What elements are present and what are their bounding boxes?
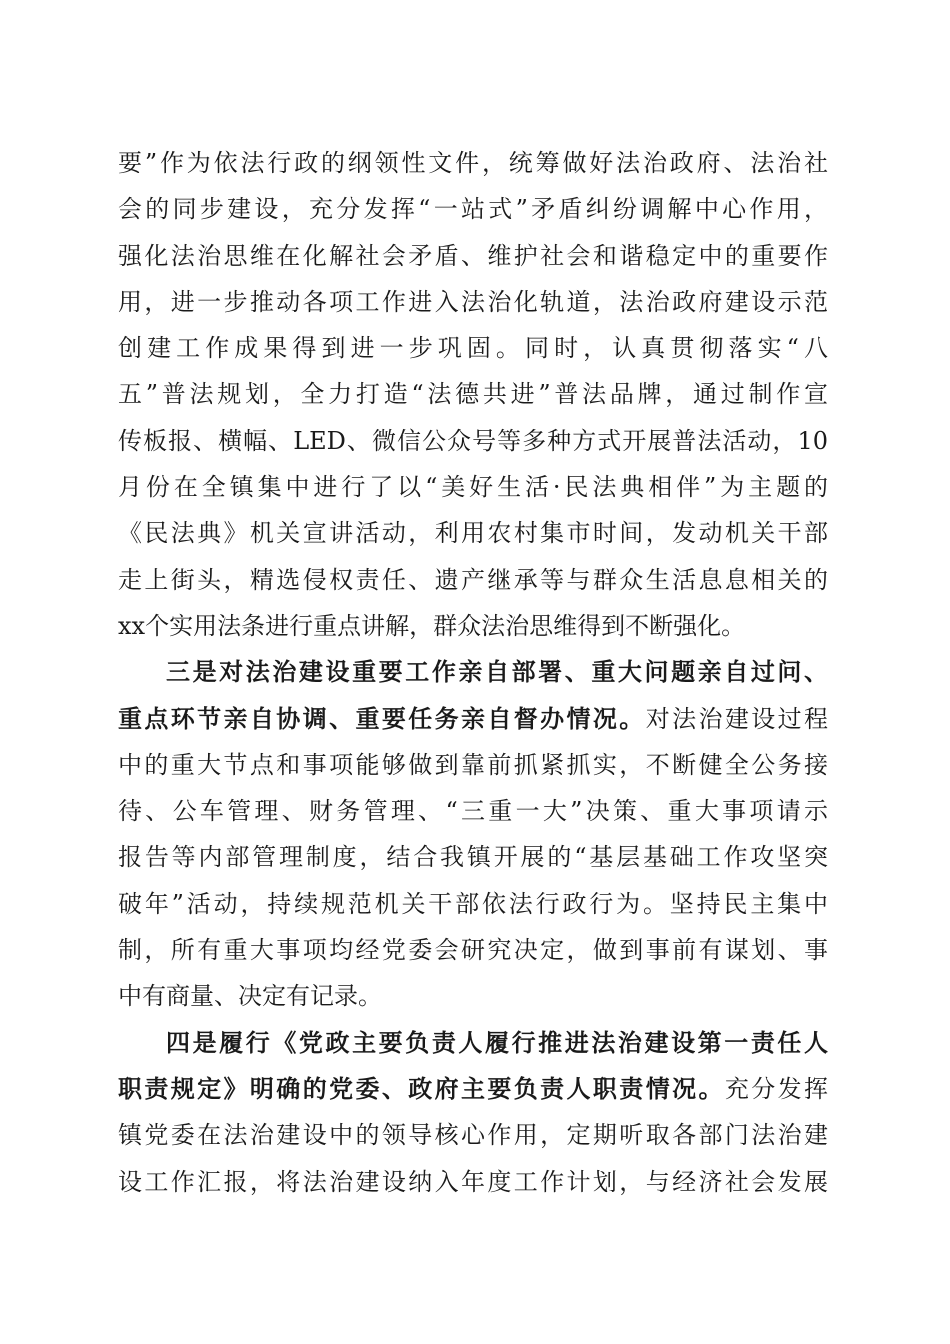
- text-segment: 设工作汇报，将法治建设纳入年度工作计划，与经济社会发展: [118, 1167, 828, 1196]
- text-segment: 传板报、横幅、LED、微信公众号等多种方式开展普法活动，10: [118, 426, 828, 455]
- text-line: [118, 881, 828, 927]
- text-segment: xx个实用法条进行重点讲解，群众法治思维得到不断强化。: [118, 611, 746, 640]
- text-segment: 《民法典》机关宣讲活动，利用农村集市时间，发动机关干部: [118, 519, 828, 548]
- text-segment: 五”普法规划，全力打造“法德共进”普法品牌，通过制作宣: [118, 380, 828, 409]
- text-line: [118, 649, 828, 695]
- text-line: [118, 557, 828, 603]
- text-segment: 走上街头，精选侵权责任、遗产继承等与群众生活息息相关的: [118, 565, 828, 594]
- text-segment: 报告等内部管理制度，结合我镇开展的“基层基础工作攻坚突: [118, 843, 828, 872]
- bold-text-segment: 三是对法治建设重要工作亲自部署、重大问题亲自过问、: [166, 657, 828, 687]
- text-segment: 强化法治思维在化解社会矛盾、维护社会和谐稳定中的重要作: [118, 241, 828, 270]
- text-segment: 制，所有重大事项均经党委会研究决定，做到事前有谋划、事: [118, 936, 828, 965]
- text-segment: 月份在全镇集中进行了以“美好生活·民法典相伴”为主题的: [118, 473, 828, 502]
- text-line: [118, 233, 828, 279]
- text-line: [118, 742, 828, 788]
- text-line: [118, 371, 828, 417]
- text-line: [118, 1066, 828, 1112]
- text-line: [118, 927, 828, 973]
- document-body: [118, 140, 828, 1205]
- text-line: [118, 279, 828, 325]
- bold-text-segment: 重点环节亲自协调、重要任务亲自督办情况。: [118, 703, 646, 733]
- text-segment: 待、公车管理、财务管理、“三重一大”决策、重大事项请示: [118, 797, 828, 826]
- text-line: [118, 186, 828, 232]
- text-segment: 对法治建设过程: [645, 704, 829, 733]
- text-segment: 中有商量、决定有记录。: [118, 982, 382, 1011]
- text-segment: 创建工作成果得到进一步巩固。同时，认真贯彻落实“八: [118, 334, 828, 363]
- text-line: [118, 325, 828, 371]
- text-line: [118, 1159, 828, 1205]
- text-segment: 中的重大节点和事项能够做到靠前抓紧抓实，不断健全公务接: [118, 750, 828, 779]
- text-segment: 破年”活动，持续规范机关干部依法行政行为。坚持民主集中: [118, 889, 828, 918]
- text-line: [118, 696, 828, 742]
- text-line: [118, 140, 828, 186]
- text-segment: 会的同步建设，充分发挥“一站式”矛盾纠纷调解中心作用，: [118, 195, 828, 224]
- text-line: [118, 510, 828, 556]
- text-line: [118, 464, 828, 510]
- text-segment: 镇党委在法治建设中的领导核心作用，定期听取各部门法治建: [118, 1121, 828, 1150]
- text-line: [118, 788, 828, 834]
- text-line: [118, 1112, 828, 1158]
- bold-text-segment: 职责规定》明确的党委、政府主要负责人职责情况。: [118, 1073, 725, 1103]
- text-line: [118, 973, 828, 1019]
- text-line: [118, 834, 828, 880]
- text-line: [118, 1020, 828, 1066]
- text-line: [118, 603, 828, 649]
- text-line: [118, 418, 828, 464]
- text-segment: 要”作为依法行政的纲领性文件，统筹做好法治政府、法治社: [118, 149, 828, 177]
- bold-text-segment: 四是履行《党政主要负责人履行推进法治建设第一责任人: [166, 1027, 828, 1057]
- text-segment: 充分发挥: [724, 1074, 829, 1103]
- text-segment: 用，进一步推动各项工作进入法治化轨道，法治政府建设示范: [118, 287, 828, 316]
